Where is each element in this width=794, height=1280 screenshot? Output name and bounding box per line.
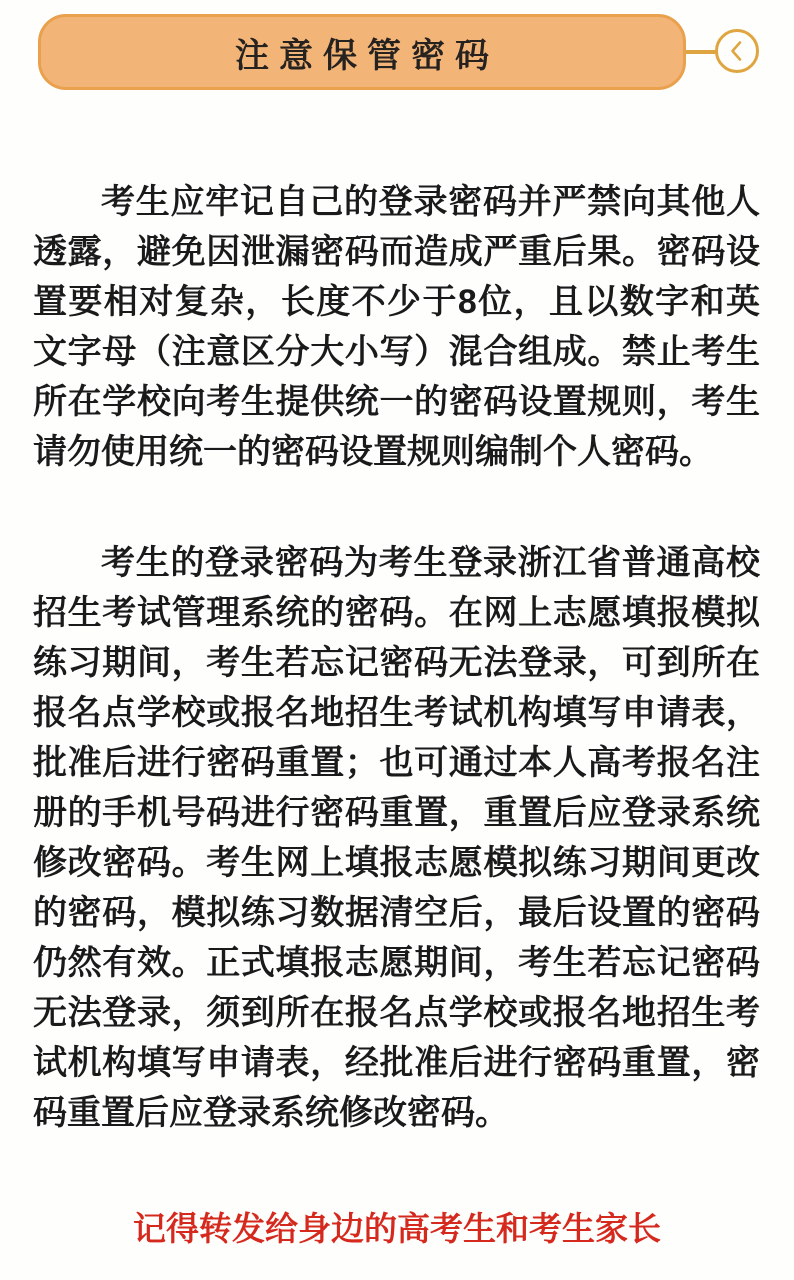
paragraph-password-rules: 考生应牢记自己的登录密码并严禁向其他人透露，避免因泄漏密码而造成严重后果。密码设置要相对复杂，长度不少于8位，且以数字和英文字母（注意区分大小写）混合组成。禁止考生所在学校向考生提供统一的密码设置规则，考生请勿使用统一的密码设置规则编制个人密码。 xyxy=(33,183,760,471)
section-title-banner xyxy=(38,14,686,90)
footer xyxy=(0,1206,794,1252)
connector-line xyxy=(686,50,716,54)
back-button[interactable] xyxy=(715,29,759,73)
page-title: 注意保管密码 xyxy=(235,36,499,75)
article-body xyxy=(0,90,794,1138)
share-reminder-text: 记得转发给身边的高考生和考生家长 xyxy=(133,1210,661,1247)
chevron-left-icon xyxy=(724,38,750,64)
paragraph-password-reset: 考生的登录密码为考生登录浙江省普通高校招生考试管理系统的密码。在网上志愿填报模拟练习期间，考生若忘记密码无法登录，可到所在报名点学校或报名地招生考试机构填写申请表，批准后进行密码重置；也可通过本人高考报名注册的手机号码进行密码重置，重置后应登录系统修改密码。考生网上填报志愿模拟练习期间更改的密码，模拟练习数据清空后，最后设置的密码仍然有效。正式填报志愿期间，考生若忘记密码无法登录，须到所在报名点学校或报名地招生考试机构填写申请表，经批准后进行密码重置，密码重置后应登录系统修改密码。 xyxy=(33,544,760,1132)
header xyxy=(0,0,794,90)
